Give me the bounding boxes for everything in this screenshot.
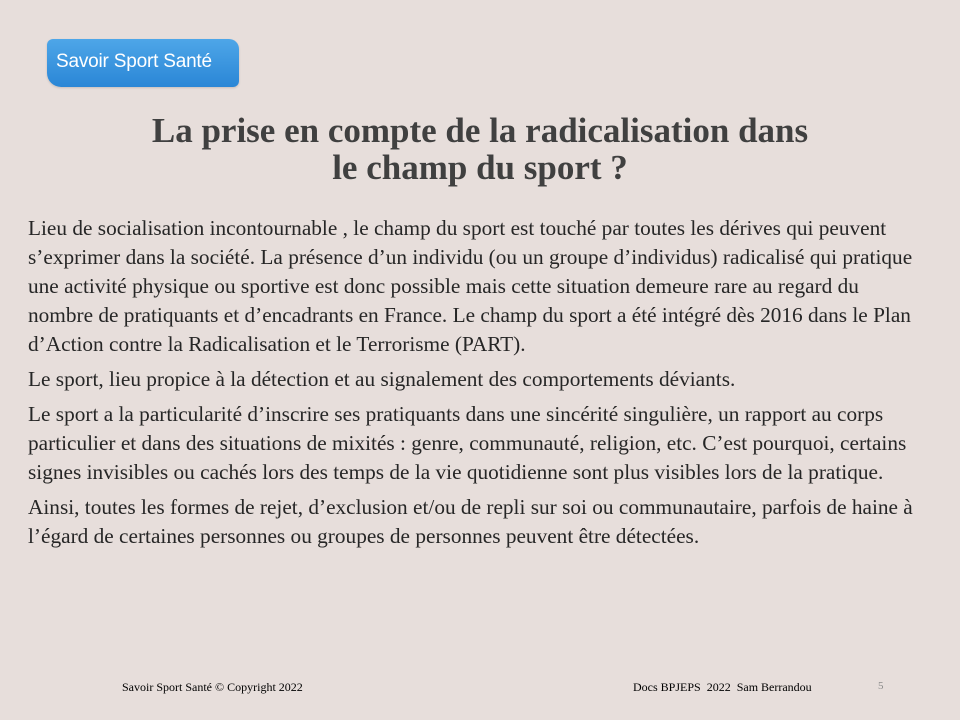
slide-body <box>28 214 928 557</box>
slide-number: 5 <box>878 680 884 692</box>
paragraph-detection: Le sport, lieu propice à la détection et au signalement des comportements déviants. <box>28 367 736 391</box>
slide-title-line-1: La prise en compte de la radicalisation dans <box>151 111 809 150</box>
paragraph-formes-de-rejet: Ainsi, toutes les formes de rejet, d’exclusion et/ou de repli sur soi ou communautaire, parfois de haine à l’égard de certaines personnes ou groupes de personnes peuvent être détectées. <box>28 495 913 548</box>
footer-copyright: Savoir Sport Santé © Copyright 2022 <box>122 680 303 694</box>
logo <box>47 39 239 87</box>
slide-title-line-2: le champ du sport ? <box>332 148 628 187</box>
paragraph-particularite: Le sport a la particularité d’inscrire ses pratiquants dans une sincérité singulière, un rapport au corps particulier et dans des situations de mixités : genre, communauté, religion, etc. C’est pourquoi, certains signes invisibles ou cachés lors des temps de la vie quotidienne sont plus visibles lors de la pratique. <box>28 402 907 484</box>
footer-docs: Docs BPJEPS 2022 Sam Berrandou <box>633 680 812 694</box>
slide-title <box>0 112 960 186</box>
paragraph-socialisation: Lieu de socialisation incontournable , le champ du sport est touché par toutes les dérives qui peuvent s’exprimer dans la société. La présence d’un individu (ou un groupe d’individus) radicalisé qui pratique une activité physique ou sportive est donc possible mais cette situation demeure rare au regard du nombre de pratiquants et d’encadrants en France. Le champ du sport a été intégré dès 2016 dans le Plan d’Action contre la Radicalisation et le Terrorisme (PART). <box>28 216 913 356</box>
logo-text: Savoir Sport Santé <box>56 51 212 72</box>
